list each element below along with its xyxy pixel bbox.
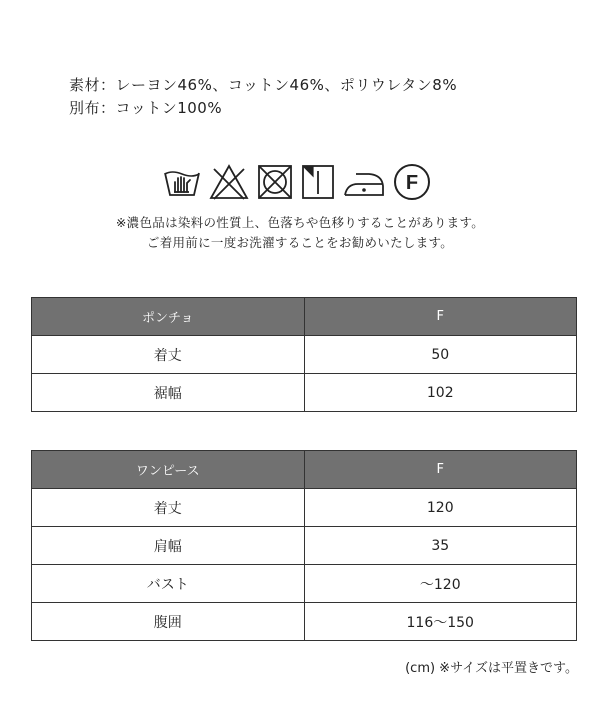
care-label-icons [162,162,432,202]
table-header-item: ワンピース [32,451,305,489]
note-line-1: ※濃色品は染料の性質上、色落ちや色移りすることがあります。 [115,215,485,230]
table-row [32,489,577,527]
table-row [32,374,577,412]
poncho-size-table [31,297,577,412]
note-line-2: ご着用前に一度お洗濯することをお勧めいたします。 [146,235,454,250]
row-value: 116～150 [304,603,577,641]
row-value: 35 [304,527,577,565]
table-row [32,603,577,641]
row-label: 肩幅 [32,527,305,565]
row-value: ～120 [304,565,577,603]
table-row [32,527,577,565]
table-row [32,565,577,603]
row-label: 裾幅 [32,374,305,412]
table-header-row [32,298,577,336]
material-info [69,74,457,120]
row-value: 120 [304,489,577,527]
table-header-item: ポンチョ [32,298,305,336]
table-header-row [32,451,577,489]
row-label: 着丈 [32,489,305,527]
material-sub: 別布：コットン100% [69,99,223,117]
row-label: 腹囲 [32,603,305,641]
svg-text:F: F [405,172,419,194]
onepiece-size-table [31,450,577,641]
iron-low-icon [342,164,386,200]
unit-note: (cm) ※サイズは平置きです。 [405,661,578,676]
no-tumble-dry-icon [256,163,294,201]
table-header-size: F [304,298,577,336]
row-value: 50 [304,336,577,374]
no-bleach-icon [208,163,250,201]
material-main: 素材：レーヨン46%、コットン46%、ポリウレタン8% [69,76,458,94]
table-header-size: F [304,451,577,489]
line-dry-shade-icon [300,163,336,201]
dry-clean-f-icon [392,162,432,202]
care-notes [0,213,600,253]
hand-wash-icon [162,164,202,200]
row-value: 102 [304,374,577,412]
row-label: バスト [32,565,305,603]
table-row [32,336,577,374]
row-label: 着丈 [32,336,305,374]
